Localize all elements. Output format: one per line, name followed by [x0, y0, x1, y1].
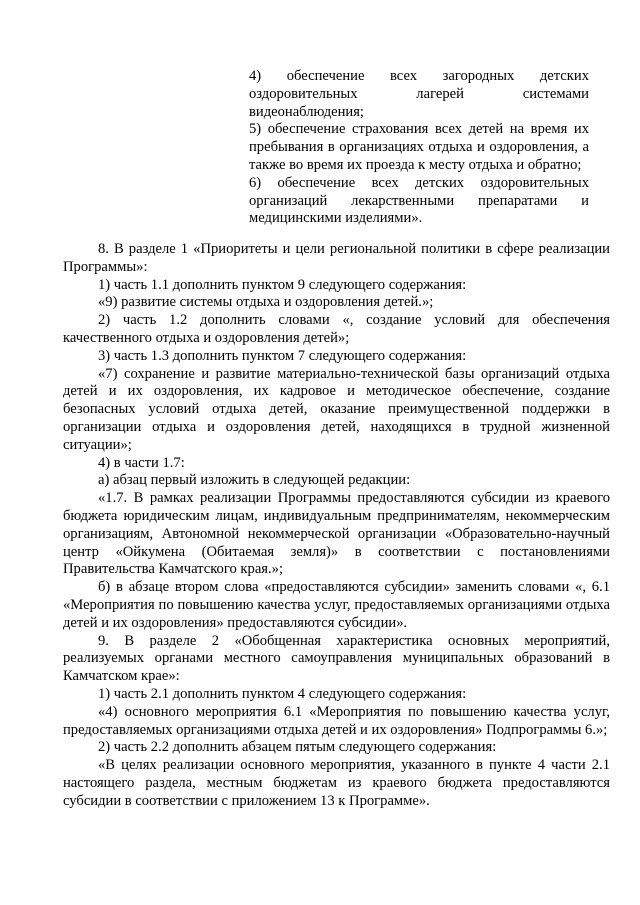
paragraph: а) абзац первый изложить в следующей редакции:	[98, 472, 411, 489]
paragraph: 1) часть 2.1 дополнить пунктом 4 следующего содержания:	[98, 685, 467, 702]
cell-paragraph: 5) обеспечение страхования всех детей на время их пребывания в организациях отдыха и оздоровления, а также во время их проезда к месту отдыха и обратно;	[249, 121, 589, 173]
paragraph: «1.7. В рамках реализации Программы предоставляются субсидии из краевого бюджета юридическим лицам, индивидуальным предпринимателям, некоммерческим организациям, Автономной некоммерческой организации «Образовательно-научный центр «Ойкумена (Обитаемая земля)» в соответствии с постановлениями Правительства Камчатского края.»;	[63, 490, 610, 578]
cell-paragraph: 6) обеспечение всех детских оздоровительных организаций лекарственными препаратами и медицинскими изделиями».	[249, 174, 589, 227]
paragraph: б) в абзаце втором слова «предоставляются субсидии» заменить словами «, 6.1 «Мероприятия по повышению качества услуг, предоставляемых организациями отдыха детей и их оздоровления» предоставляются субсидии».	[63, 579, 610, 631]
paragraph: «7) сохранение и развитие материально-технической базы организаций отдыха детей и их оздоровления, их кадровое и методическое обеспечение, создание безопасных условий отдыха детей, оказание преимущественной поддержки в организации отдыха и оздоровления детей, находящихся в трудной жизненной ситуации»;	[63, 365, 610, 453]
paragraph: 8. В разделе 1 «Приоритеты и цели региональной политики в сфере реализации Программы»:	[63, 241, 610, 275]
paragraph: 2) часть 2.2 дополнить абзацем пятым следующего содержания:	[98, 739, 497, 756]
document-body	[63, 241, 610, 811]
paragraph: «4) основного мероприятия 6.1 «Мероприятия по повышению качества услуг, предоставляемых организациями отдыха детей и их оздоровления» Подпрограммы 6.»;	[63, 703, 610, 738]
table-cell-text	[249, 68, 589, 228]
paragraph: 4) в части 1.7:	[98, 454, 185, 471]
paragraph: 9. В разделе 2 «Обобщенная характеристика основных мероприятий, реализуемых органами местного самоуправления муниципальных образований в Камчатском крае»:	[63, 632, 610, 685]
paragraph: 2) часть 1.2 дополнить словами «, создание условий для обеспечения качественного отдыха и оздоровления детей»;	[63, 312, 610, 346]
paragraph: «9) развитие системы отдыха и оздоровления детей.»;	[98, 294, 434, 311]
cell-paragraph: 4) обеспечение всех загородных детских оздоровительных лагерей системами видеонаблюдения;	[249, 68, 589, 120]
paragraph: «В целях реализации основного мероприятия, указанного в пункте 4 части 2.1 настоящего раздела, местным бюджетам из краевого бюджета предоставляются субсидии в соответствии с приложением 13 к Программе».	[63, 757, 610, 809]
paragraph: 3) часть 1.3 дополнить пунктом 7 следующего содержания:	[98, 347, 467, 364]
paragraph: 1) часть 1.1 дополнить пунктом 9 следующего содержания:	[98, 276, 467, 293]
